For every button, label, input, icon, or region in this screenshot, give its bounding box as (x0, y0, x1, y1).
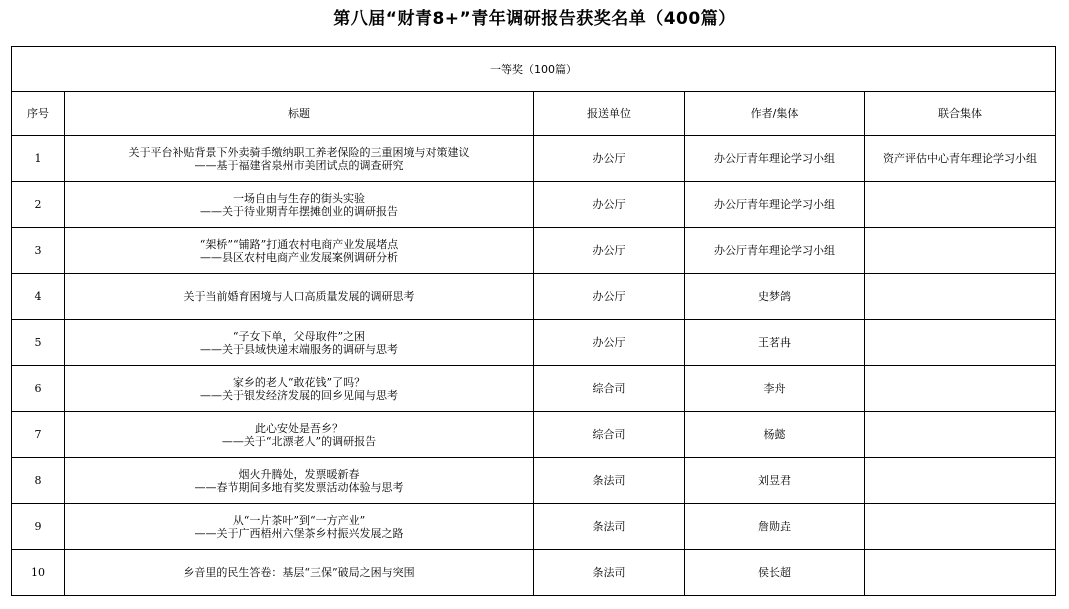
row-title-main: 烟火升腾处，发票暖新春 (238, 467, 360, 481)
row-number: 1 (12, 136, 65, 182)
row-title-main: 此心安处是吾乡？ (255, 421, 343, 435)
row-title-subtitle: ——关于县域快递末端服务的调研与思考 (200, 342, 398, 356)
row-author: 刘昱君 (685, 458, 865, 504)
table-row (12, 412, 1056, 458)
column-header-joint: 联合集体 (865, 92, 1056, 136)
row-unit: 办公厅 (534, 182, 685, 228)
row-title-main: 乡音里的民生答卷：基层“三保”破局之困与突围 (183, 566, 415, 579)
row-joint (865, 274, 1056, 320)
table-row (12, 366, 1056, 412)
row-title-main: 家乡的老人“敢花钱”了吗？ (232, 375, 366, 389)
row-unit: 办公厅 (534, 136, 685, 182)
row-joint (865, 550, 1056, 596)
row-number: 9 (12, 504, 65, 550)
row-number: 2 (12, 182, 65, 228)
row-title (65, 320, 534, 366)
row-author: 史梦鸽 (685, 274, 865, 320)
row-title-subtitle: ——关于待业期青年摆摊创业的调研报告 (200, 204, 398, 218)
row-title-main: 从“一片茶叶”到“一方产业” (232, 513, 366, 527)
row-title (65, 182, 534, 228)
row-number: 4 (12, 274, 65, 320)
row-joint (865, 412, 1056, 458)
table-row (12, 504, 1056, 550)
row-title-main: “子女下单，父母取件”之困 (232, 329, 366, 343)
row-number: 7 (12, 412, 65, 458)
section-label: 一等奖（100篇） (12, 47, 1056, 92)
row-author: 办公厅青年理论学习小组 (685, 182, 865, 228)
row-title (65, 136, 534, 182)
row-unit: 综合司 (534, 366, 685, 412)
row-unit: 条法司 (534, 550, 685, 596)
row-title (65, 366, 534, 412)
row-joint (865, 458, 1056, 504)
row-number: 5 (12, 320, 65, 366)
row-title-subtitle: ——县区农村电商产业发展案例调研分析 (200, 250, 398, 264)
row-title-subtitle: ——春节期间多地有奖发票活动体验与思考 (194, 480, 404, 494)
table-row (12, 458, 1056, 504)
row-title-subtitle: ——关于广西梧州六堡茶乡村振兴发展之路 (194, 526, 404, 540)
header-row (12, 92, 1056, 136)
table-row (12, 550, 1056, 596)
table-row (12, 320, 1056, 366)
row-unit: 条法司 (534, 458, 685, 504)
awards-table (11, 46, 1056, 596)
row-title (65, 228, 534, 274)
row-number: 10 (12, 550, 65, 596)
row-title-subtitle: ——基于福建省泉州市美团试点的调查研究 (194, 158, 404, 172)
row-unit: 办公厅 (534, 228, 685, 274)
row-title-subtitle: ——关于银发经济发展的回乡见闻与思考 (200, 388, 398, 402)
row-author: 杨懿 (685, 412, 865, 458)
row-title (65, 412, 534, 458)
row-title (65, 550, 534, 596)
row-joint (865, 228, 1056, 274)
table-row (12, 274, 1056, 320)
row-title-subtitle: ——关于“北漂老人”的调研报告 (221, 434, 377, 448)
row-author: 办公厅青年理论学习小组 (685, 228, 865, 274)
section-row (12, 47, 1056, 92)
column-header-no: 序号 (12, 92, 65, 136)
row-joint (865, 182, 1056, 228)
row-author: 詹勋垚 (685, 504, 865, 550)
row-title-main: “架桥”“铺路”打通农村电商产业发展堵点 (199, 237, 399, 251)
row-author: 侯长超 (685, 550, 865, 596)
row-unit: 综合司 (534, 412, 685, 458)
table-row (12, 136, 1056, 182)
row-joint (865, 366, 1056, 412)
table-row (12, 182, 1056, 228)
row-number: 6 (12, 366, 65, 412)
row-author: 办公厅青年理论学习小组 (685, 136, 865, 182)
row-title-main: 关于平台补贴背景下外卖骑手缴纳职工养老保险的三重困境与对策建议 (128, 145, 470, 159)
document-title: 第八届“财青8+”青年调研报告获奖名单（400篇） (333, 9, 736, 29)
table-row (12, 228, 1056, 274)
row-unit: 办公厅 (534, 274, 685, 320)
row-joint (865, 504, 1056, 550)
row-title-main: 一场自由与生存的街头实验 (233, 191, 365, 205)
row-unit: 办公厅 (534, 320, 685, 366)
row-unit: 条法司 (534, 504, 685, 550)
row-title-main: 关于当前婚育困境与人口高质量发展的调研思考 (183, 290, 415, 303)
column-header-title: 标题 (65, 92, 534, 136)
row-title (65, 458, 534, 504)
row-author: 李舟 (685, 366, 865, 412)
row-number: 3 (12, 228, 65, 274)
row-number: 8 (12, 458, 65, 504)
column-header-author: 作者/集体 (685, 92, 865, 136)
row-author: 王茗冉 (685, 320, 865, 366)
row-title (65, 274, 534, 320)
row-title (65, 504, 534, 550)
row-joint (865, 320, 1056, 366)
row-joint: 资产评估中心青年理论学习小组 (865, 136, 1056, 182)
column-header-unit: 报送单位 (534, 92, 685, 136)
